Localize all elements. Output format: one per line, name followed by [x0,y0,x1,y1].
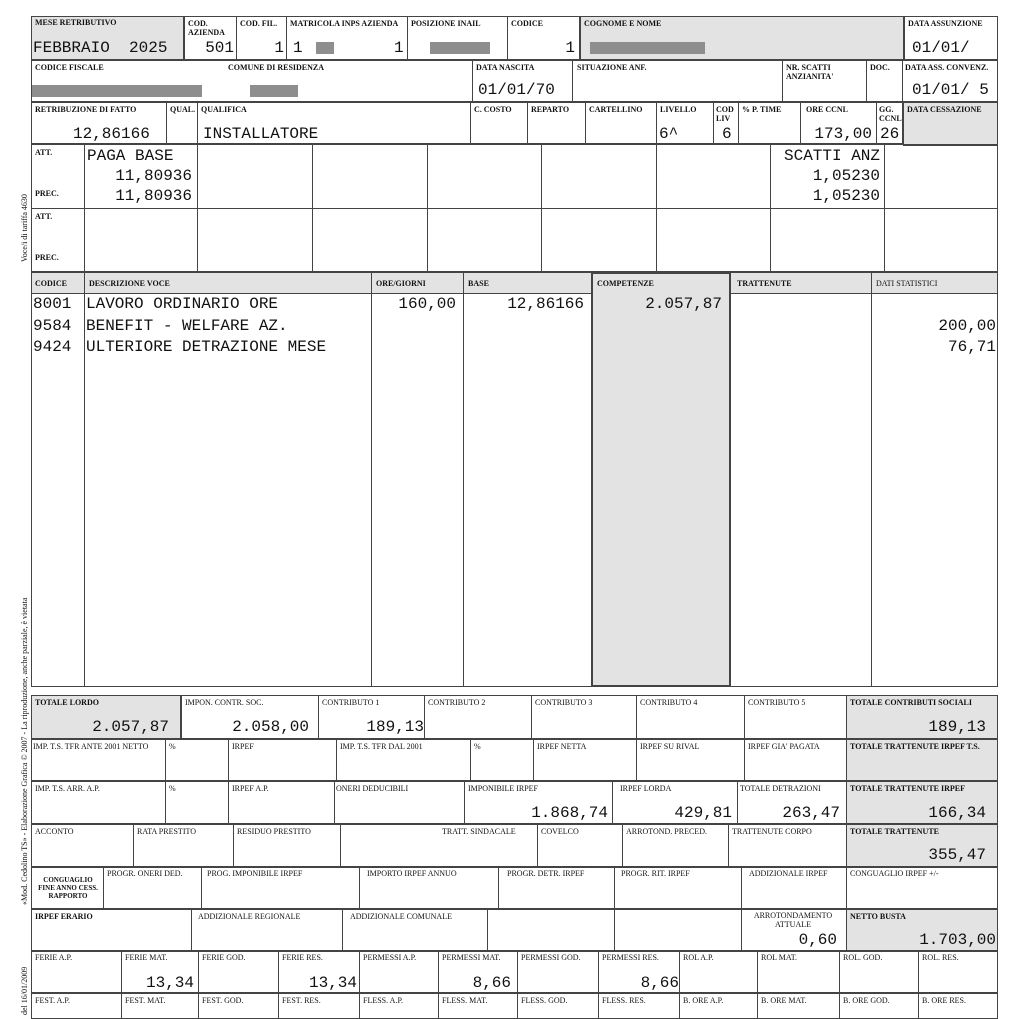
perm-res-value: 8,66 [640,974,679,992]
perc-label-2: % [474,742,481,751]
contr5-label: CONTRIBUTO 5 [748,698,806,707]
perm-mat-value: 8,66 [472,974,511,992]
ferie-ap-label: FERIE A.P. [35,953,73,962]
imponibile-irpef-value: 1.868,74 [531,804,608,822]
prec-label: PREC. [35,189,59,198]
retribuzione-value: 12,86166 [73,125,150,143]
qual-label: QUAL. [170,105,196,114]
b-ore-mat-label: B. ORE MAT. [761,996,807,1005]
contr1-value: 189,13 [366,718,424,736]
arrot-att-label: ARROTONDAMENTO ATTUALE [753,911,833,929]
cod-fil-label: COD. FIL. [240,19,278,28]
col-competenze: COMPETENZE [597,279,654,288]
totale-lordo-label: TOTALE LORDO [35,698,99,707]
addiz-com-label: ADDIZIONALE COMUNALE [350,912,452,921]
contr4-label: CONTRIBUTO 4 [640,698,698,707]
cong-irpef-label: CONGUAGLIO IRPEF +/- [850,869,939,878]
netto-label: NETTO BUSTA [850,912,906,921]
row-ore: 160,00 [398,295,456,313]
gg-ccnl-label: GG. CCNL [879,105,902,123]
data-nascita-value: 01/01/70 [478,81,555,99]
ferie-god-label: FERIE GOD. [202,953,246,962]
rol-god-label: ROL. GOD. [843,953,883,962]
comune-label: COMUNE DI RESIDENZA [228,63,325,72]
row-competenze: 2.057,87 [645,295,722,313]
tot-detrazioni-value: 263,47 [782,804,840,822]
data-assunzione-value: 01/01/ [912,39,970,57]
cod-fil-value: 1 [274,39,284,57]
col-descrizione: DESCRIZIONE VOCE [89,279,170,288]
residuo-label: RESIDUO PRESTITO [237,827,311,836]
covelco-label: COVELCO [541,827,579,836]
c-costo-label: C. COSTO [474,105,512,114]
posizione-inail-label: POSIZIONE INAIL [411,19,481,28]
tot-tratt-ts-label: TOTALE TRATTENUTE IRPEF T.S. [850,742,980,751]
irpef-netta-label: IRPEF NETTA [537,742,587,751]
paga-base-att: 11,80936 [115,167,192,185]
fest-god-label: FEST. GOD. [202,996,244,1005]
impon-value: 2.058,00 [232,718,309,736]
perc-label: % [169,742,176,751]
scatti-att: 1,05230 [812,167,880,185]
cod-liv-value: 6 [722,125,732,143]
tot-tratt-irpef-value: 166,34 [928,804,986,822]
prog-oneri-label: PROGR. ONERI DED. [107,869,183,878]
ferie-res-value: 13,34 [308,974,357,992]
col-codice: CODICE [35,279,68,288]
gg-ccnl-value: 26 [880,125,900,143]
matricola-value: 1 [293,39,303,57]
p-time-label: % P. TIME [742,105,782,114]
livello-value: 6^ [659,125,679,143]
fless-god-label: FLESS. GOD. [521,996,568,1005]
data-ass-conv-label: DATA ASS. CONVENZ. [905,63,989,72]
rol-res-label: ROL. RES. [922,953,959,962]
redacted-name [590,42,705,54]
side-mod-text: «Mod. Cedolino TS» - Elaborazione Grafica © 2007 - La riproduzione, anche parziale, è vietata [20,597,29,905]
irpef-pagata-label: IRPEF GIA' PAGATA [748,742,820,751]
ore-ccnl-value: 173,00 [814,125,872,143]
row-base: 12,86166 [507,295,584,313]
b-ore-god-label: B. ORE GOD. [843,996,890,1005]
perm-mat-label: PERMESSI MAT. [442,953,501,962]
col-dati-statistici: DATI STATISTICI [876,279,938,288]
b-ore-res-label: B. ORE RES. [922,996,967,1005]
irpef-lorda-label: IRPEF LORDA [620,784,672,793]
contr1-label: CONTRIBUTO 1 [322,698,380,707]
addiz-reg-label: ADDIZIONALE REGIONALE [198,912,301,921]
att-label-2: ATT. [35,212,53,221]
oneri-label: ONERI DEDUCIBILI [336,784,409,793]
nr-scatti-label: NR. SCATTI ANZIANITA' [786,63,834,81]
fless-mat-label: FLESS. MAT. [442,996,488,1005]
prog-detr-label: PROGR. DETR. IRPEF [507,869,585,878]
matricola-label: MATRICOLA INPS AZIENDA [290,19,399,28]
perc-label-3: % [169,784,176,793]
voci-header [31,272,998,294]
livello-label: LIVELLO [660,105,697,114]
tratt-corpo-label: TRATTENUTE CORPO [732,827,812,836]
arrot-prec-label: ARROTOND. PRECED. [626,827,707,836]
data-assunzione-label: DATA ASSUNZIONE [908,19,983,28]
scatti-prec: 1,05230 [812,187,880,205]
scatti-title: SCATTI ANZ [783,147,880,165]
matricola-tail: 1 [394,39,404,57]
cod-azienda-label: COD. AZIENDA [188,19,225,37]
codice-fiscale-label: CODICE FISCALE [35,63,104,72]
col-trattenute: TRATTENUTE [737,279,792,288]
ferie-res-label: FERIE RES. [282,953,323,962]
tot-trattenute-value: 355,47 [928,846,986,864]
perm-god-label: PERMESSI GOD. [521,953,581,962]
codice-label: CODICE [511,19,544,28]
prog-rit-label: PROGR. RIT. IRPEF [621,869,690,878]
arrot-att-value: 0,60 [798,931,837,949]
irpef-lorda-value: 429,81 [674,804,732,822]
tot-tratt-irpef-label: TOTALE TRATTENUTE IRPEF [850,784,965,793]
cognome-nome-label: COGNOME E NOME [584,19,662,28]
redacted-comune [250,85,298,97]
perm-res-label: PERMESSI RES. [602,953,659,962]
fless-ap-label: FLESS. A.P. [363,996,404,1005]
fest-mat-label: FEST. MAT. [125,996,166,1005]
row-codice: 9584 [33,317,72,335]
imp-arr-label: IMP. T.S. ARR. A.P. [35,784,100,793]
tot-trattenute-label: TOTALE TRATTENUTE [850,827,939,836]
rol-mat-label: ROL MAT. [761,953,797,962]
side-voci-tariffa: Voce/i di tariffa 4630 [20,194,29,262]
row-descrizione: ULTERIORE DETRAZIONE MESE [86,338,327,356]
qualifica-value: INSTALLATORE [203,125,319,143]
tratt-sind-label: TRATT. SINDACALE [442,827,516,836]
tot-detrazioni-label: TOTALE DETRAZIONI [740,784,821,793]
row-dati: 200,00 [938,317,996,335]
redacted-codice-fiscale [32,85,202,97]
redacted-matricola [316,42,334,54]
col-ore-giorni: ORE/GIORNI [376,279,426,288]
rata-label: RATA PRESTITO [137,827,196,836]
imp-ts-ante-label: IMP. T.S. TFR ANTE 2001 NETTO [33,742,149,751]
reparto-label: REPARTO [531,105,570,114]
irpef-label: IRPEF [232,742,254,751]
codice-value: 1 [565,39,575,57]
ferie-mat-value: 13,34 [145,974,194,992]
row-codice: 9424 [33,338,72,356]
retribuzione-label: RETRIBUZIONE DI FATTO [35,105,137,114]
ferie-mat-label: FERIE MAT. [125,953,168,962]
conguaglio-label: CONGUAGLIO FINE ANNO CESS. RAPPORTO [38,876,98,900]
prec-label-2: PREC. [35,253,59,262]
row-dati: 76,71 [947,338,996,356]
tot-contributi-value: 189,13 [928,718,986,736]
data-cessazione-label: DATA CESSAZIONE [907,105,982,114]
qualifica-label: QUALIFICA [201,105,247,114]
fest-ap-label: FEST. A.P. [35,996,70,1005]
col-base: BASE [468,279,489,288]
importo-irpef-anno-label: IMPORTO IRPEF ANNUO [367,869,457,878]
data-ass-conv-value: 01/01/ 5 [912,81,989,99]
mese-retributivo-label: MESE RETRIBUTIVO [35,18,117,27]
addiz-irpef-label: ADDIZIONALE IRPEF [749,869,828,878]
data-nascita-label: DATA NASCITA [476,63,535,72]
impon-label: IMPON. CONTR. SOC. [185,698,264,707]
imponibile-irpef-label: IMPONIBILE IRPEF [468,784,539,793]
prog-impon-label: PROG. IMPONIBILE IRPEF [207,869,303,878]
paga-base-title: PAGA BASE [87,147,174,165]
row-codice: 8001 [33,295,72,313]
irpef-ap-label: IRPEF A.P. [232,784,269,793]
fest-res-label: FEST. RES. [282,996,321,1005]
competenze-column [591,272,731,687]
perm-ap-label: PERMESSI A.P. [363,953,417,962]
contr3-label: CONTRIBUTO 3 [535,698,593,707]
acconto-label: ACCONTO [35,827,74,836]
redacted-inail [430,42,490,54]
imp-ts-dal-label: IMP. T.S. TFR DAL 2001 [340,742,423,751]
contr2-label: CONTRIBUTO 2 [428,698,486,707]
row-descrizione: BENEFIT - WELFARE AZ. [86,317,288,335]
side-date: del 16/01/2009 [20,966,29,1015]
netto-value: 1.703,00 [919,931,996,949]
row-descrizione: LAVORO ORDINARIO ORE [86,295,279,313]
fless-res-label: FLESS. RES. [602,996,646,1005]
irpef-erario-label: IRPEF ERARIO [35,912,93,921]
cod-liv-label: COD LIV [716,105,734,123]
b-ore-ap-label: B. ORE A.P. [683,996,724,1005]
totale-lordo-value: 2.057,87 [92,718,169,736]
cartellino-label: CARTELLINO [589,105,643,114]
tot-contributi-label: TOTALE CONTRIBUTI SOCIALI [850,698,972,707]
cod-azienda-value: 501 [205,39,234,57]
rol-ap-label: ROL A.P. [683,953,714,962]
att-label: ATT. [35,148,53,157]
mese-retributivo-value: FEBBRAIO 2025 [33,39,168,57]
irpef-rival-label: IRPEF SU RIVAL [640,742,700,751]
paga-base-prec: 11,80936 [115,187,192,205]
situazione-anf-label: SITUAZIONE ANF. [577,63,647,72]
ore-ccnl-label: ORE CCNL [806,105,849,114]
doc-label: DOC. [870,63,890,72]
